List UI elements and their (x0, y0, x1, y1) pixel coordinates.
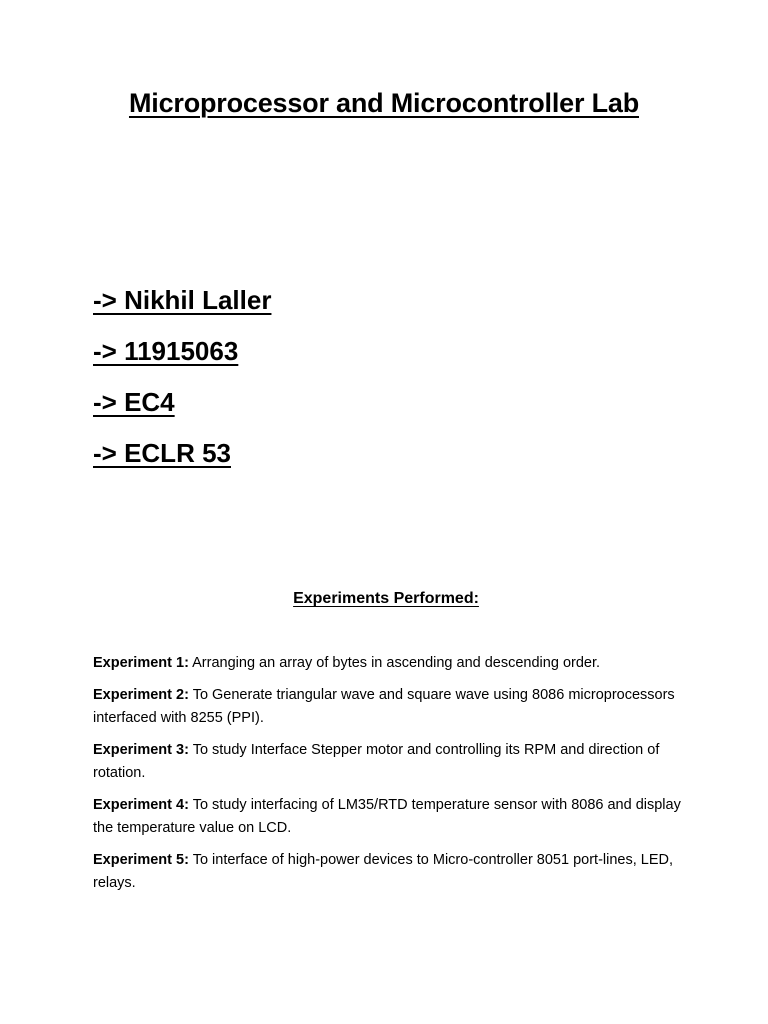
experiment-label: Experiment 1: (93, 655, 189, 671)
student-branch: -> EC4 (93, 387, 175, 417)
experiment-item-3 (93, 739, 693, 785)
experiment-label: Experiment 4: (93, 797, 189, 813)
experiment-label: Experiment 5: (93, 852, 189, 868)
experiment-item-2 (93, 684, 693, 730)
experiment-item-5 (93, 849, 693, 895)
experiment-description: To study interfacing of LM35/RTD temperature sensor with 8086 and display the temperature value on LCD. (93, 797, 681, 836)
student-info-list (93, 282, 271, 486)
student-roll-number: -> 11915063 (93, 336, 239, 366)
experiment-label: Experiment 3: (93, 742, 189, 758)
document-title: Microprocessor and Microcontroller Lab (128, 88, 639, 118)
experiment-label: Experiment 2: (93, 687, 189, 703)
experiment-item-4 (93, 794, 693, 840)
student-group: -> ECLR 53 (93, 438, 231, 468)
experiment-description: Arranging an array of bytes in ascending and descending order. (192, 655, 601, 671)
experiment-description: To study Interface Stepper motor and controlling its RPM and direction of rotation. (93, 742, 660, 781)
student-name: -> Nikhil Laller (93, 285, 272, 315)
experiments-heading: Experiments Performed: (293, 590, 479, 607)
experiment-description: To interface of high-power devices to Micro-controller 8051 port-lines, LED, relays. (93, 852, 674, 891)
experiment-description: To Generate triangular wave and square wave using 8086 microprocessors interfaced with 8255 (PPI). (93, 687, 675, 726)
experiments-list (93, 652, 693, 904)
experiment-item-1 (93, 652, 693, 675)
